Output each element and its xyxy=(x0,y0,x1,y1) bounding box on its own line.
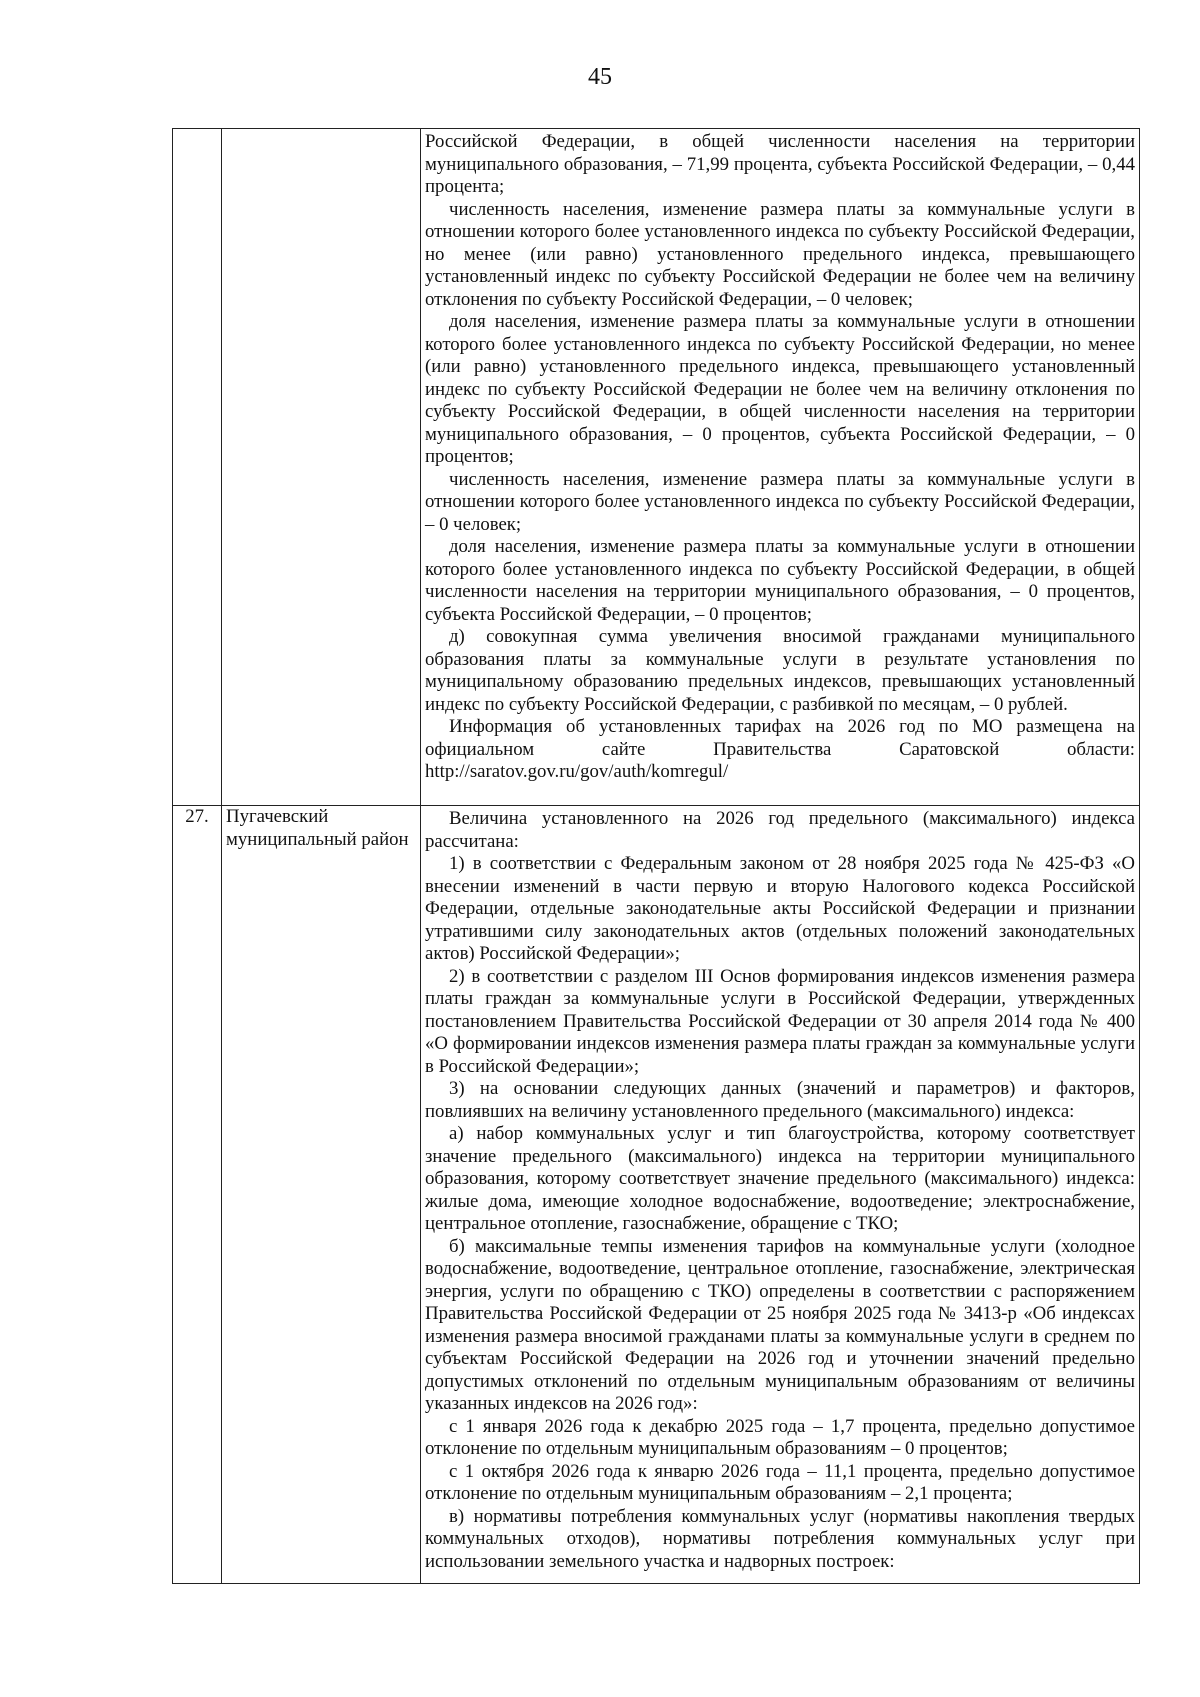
tariff-table xyxy=(172,128,1140,1584)
paragraph: с 1 января 2026 года к декабрю 2025 года – 1,7 процента, предельно допустимое отклонение по отдельным муниципальным образованиям – 0 процентов; xyxy=(425,1415,1135,1459)
municipality-name-cell: Пугачевский муниципальный район xyxy=(222,806,421,1584)
page-number: 45 xyxy=(588,64,612,90)
paragraph: численность населения, изменение размера платы за коммунальные услуги в отношении которого более установленного индекса по субъекту Российской Федерации, но менее (или равно) установленного предельного индекса, превышающего установленный индекс по субъекту Российской Федерации не более чем на величину отклонения по субъекту Российской Федерации, – 0 человек; xyxy=(425,198,1135,310)
paragraph: д) совокупная сумма увеличения вносимой гражданами муниципального образования платы за коммунальные услуги в результате установления по муниципальному образованию предельных индексов, превышающих установленный индекс по субъекту Российской Федерации, с разбивкой по месяцам, – 0 рублей. xyxy=(425,626,1135,715)
paragraph: Российской Федерации, в общей численности населения на территории муниципального образования, – 71,99 процента, субъекта Российской Федерации, – 0,44 процента; xyxy=(425,131,1135,197)
paragraph: 1) в соответствии с Федеральным законом от 28 ноября 2025 года № 425-ФЗ «О внесении изменений в части первую и вторую Налогового кодекса Российской Федерации, отдельные законодательные акты Российской Федерации и признании утратившими силу законодательных актов (отдельных положений законодательных актов) Российской Федерации»; xyxy=(425,853,1135,964)
paragraph: Величина установленного на 2026 год предельного (максимального) индекса рассчитана: xyxy=(425,808,1135,852)
paragraph: 2) в соответствии с разделом III Основ формирования индексов изменения размера платы граждан за коммунальные услуги в Российской Федерации, утвержденных постановлением Правительства Российской Федерации от 30 апреля 2014 года № 400 «О формировании индексов изменения размера платы граждан за коммунальные услуги в Российской Федерации»; xyxy=(425,965,1135,1077)
row-number-cell xyxy=(173,129,222,806)
municipality-name-cell xyxy=(222,129,421,806)
paragraph: а) набор коммунальных услуг и тип благоустройства, которому соответствует значение предельного (максимального) индекса на территории муниципального образования, которому соответствует значение предельного (максимального) индекса: жилые дома, имеющие холодное водоснабжение, водоотведение; электроснабжение, центральное отопление, газоснабжение, обращение с ТКО; xyxy=(425,1123,1135,1234)
table-row xyxy=(173,806,1140,1584)
paragraph: численность населения, изменение размера платы за коммунальные услуги в отношении которого более установленного индекса по субъекту Российской Федерации, – 0 человек; xyxy=(425,468,1135,535)
paragraph: б) максимальные темпы изменения тарифов на коммунальные услуги (холодное водоснабжение, водоотведение, центральное отопление, газоснабжение, электрическая энергия, услуги по обращению с ТКО) определены в соответствии с распоряжением Правительства Российской Федерации от 25 ноября 2025 года № 3413-р «Об индексах изменения размера вносимой гражданами платы за коммунальные услуги в среднем по субъектам Российской Федерации на 2026 год и уточнении значений предельно допустимых отклонений по отдельным муниципальным образованиям от величины указанных индексов на 2026 год»: xyxy=(425,1235,1135,1414)
paragraph: Информация об установленных тарифах на 2026 год по МО размещена на официальном сайте Правительства Саратовской области: http://saratov.gov.ru/gov/auth/komregul/ xyxy=(425,716,1135,782)
paragraph: 3) на основании следующих данных (значений и параметров) и факторов, повлиявших на величину установленного предельного (максимального) индекса: xyxy=(425,1078,1135,1122)
paragraph: в) нормативы потребления коммунальных услуг (нормативы накопления твердых коммунальных отходов), нормативы потребления коммунальных услуг при использовании земельного участка и надворных построек: xyxy=(425,1505,1135,1572)
paragraph: с 1 октября 2026 года к январю 2026 года – 11,1 процента, предельно допустимое отклонение по отдельным муниципальным образованиям – 2,1 процента; xyxy=(425,1460,1135,1504)
paragraph: доля населения, изменение размера платы за коммунальные услуги в отношении которого более установленного индекса по субъекту Российской Федерации, в общей численности населения на территории муниципального образования, – 0 процентов, субъекта Российской Федерации, – 0 процентов; xyxy=(425,536,1135,625)
paragraph: доля населения, изменение размера платы за коммунальные услуги в отношении которого более установленного индекса по субъекту Российской Федерации, но менее (или равно) установленного предельного индекса, превышающего установленный индекс по субъекту Российской Федерации не более чем на величину отклонения по субъекту Российской Федерации, в общей численности населения на территории муниципального образования, – 0 процентов, субъекта Российской Федерации, – 0 процентов; xyxy=(425,311,1135,467)
description-cell xyxy=(421,129,1140,806)
description-cell xyxy=(421,806,1140,1584)
table-row xyxy=(173,129,1140,806)
row-number-cell: 27. xyxy=(173,806,222,1584)
